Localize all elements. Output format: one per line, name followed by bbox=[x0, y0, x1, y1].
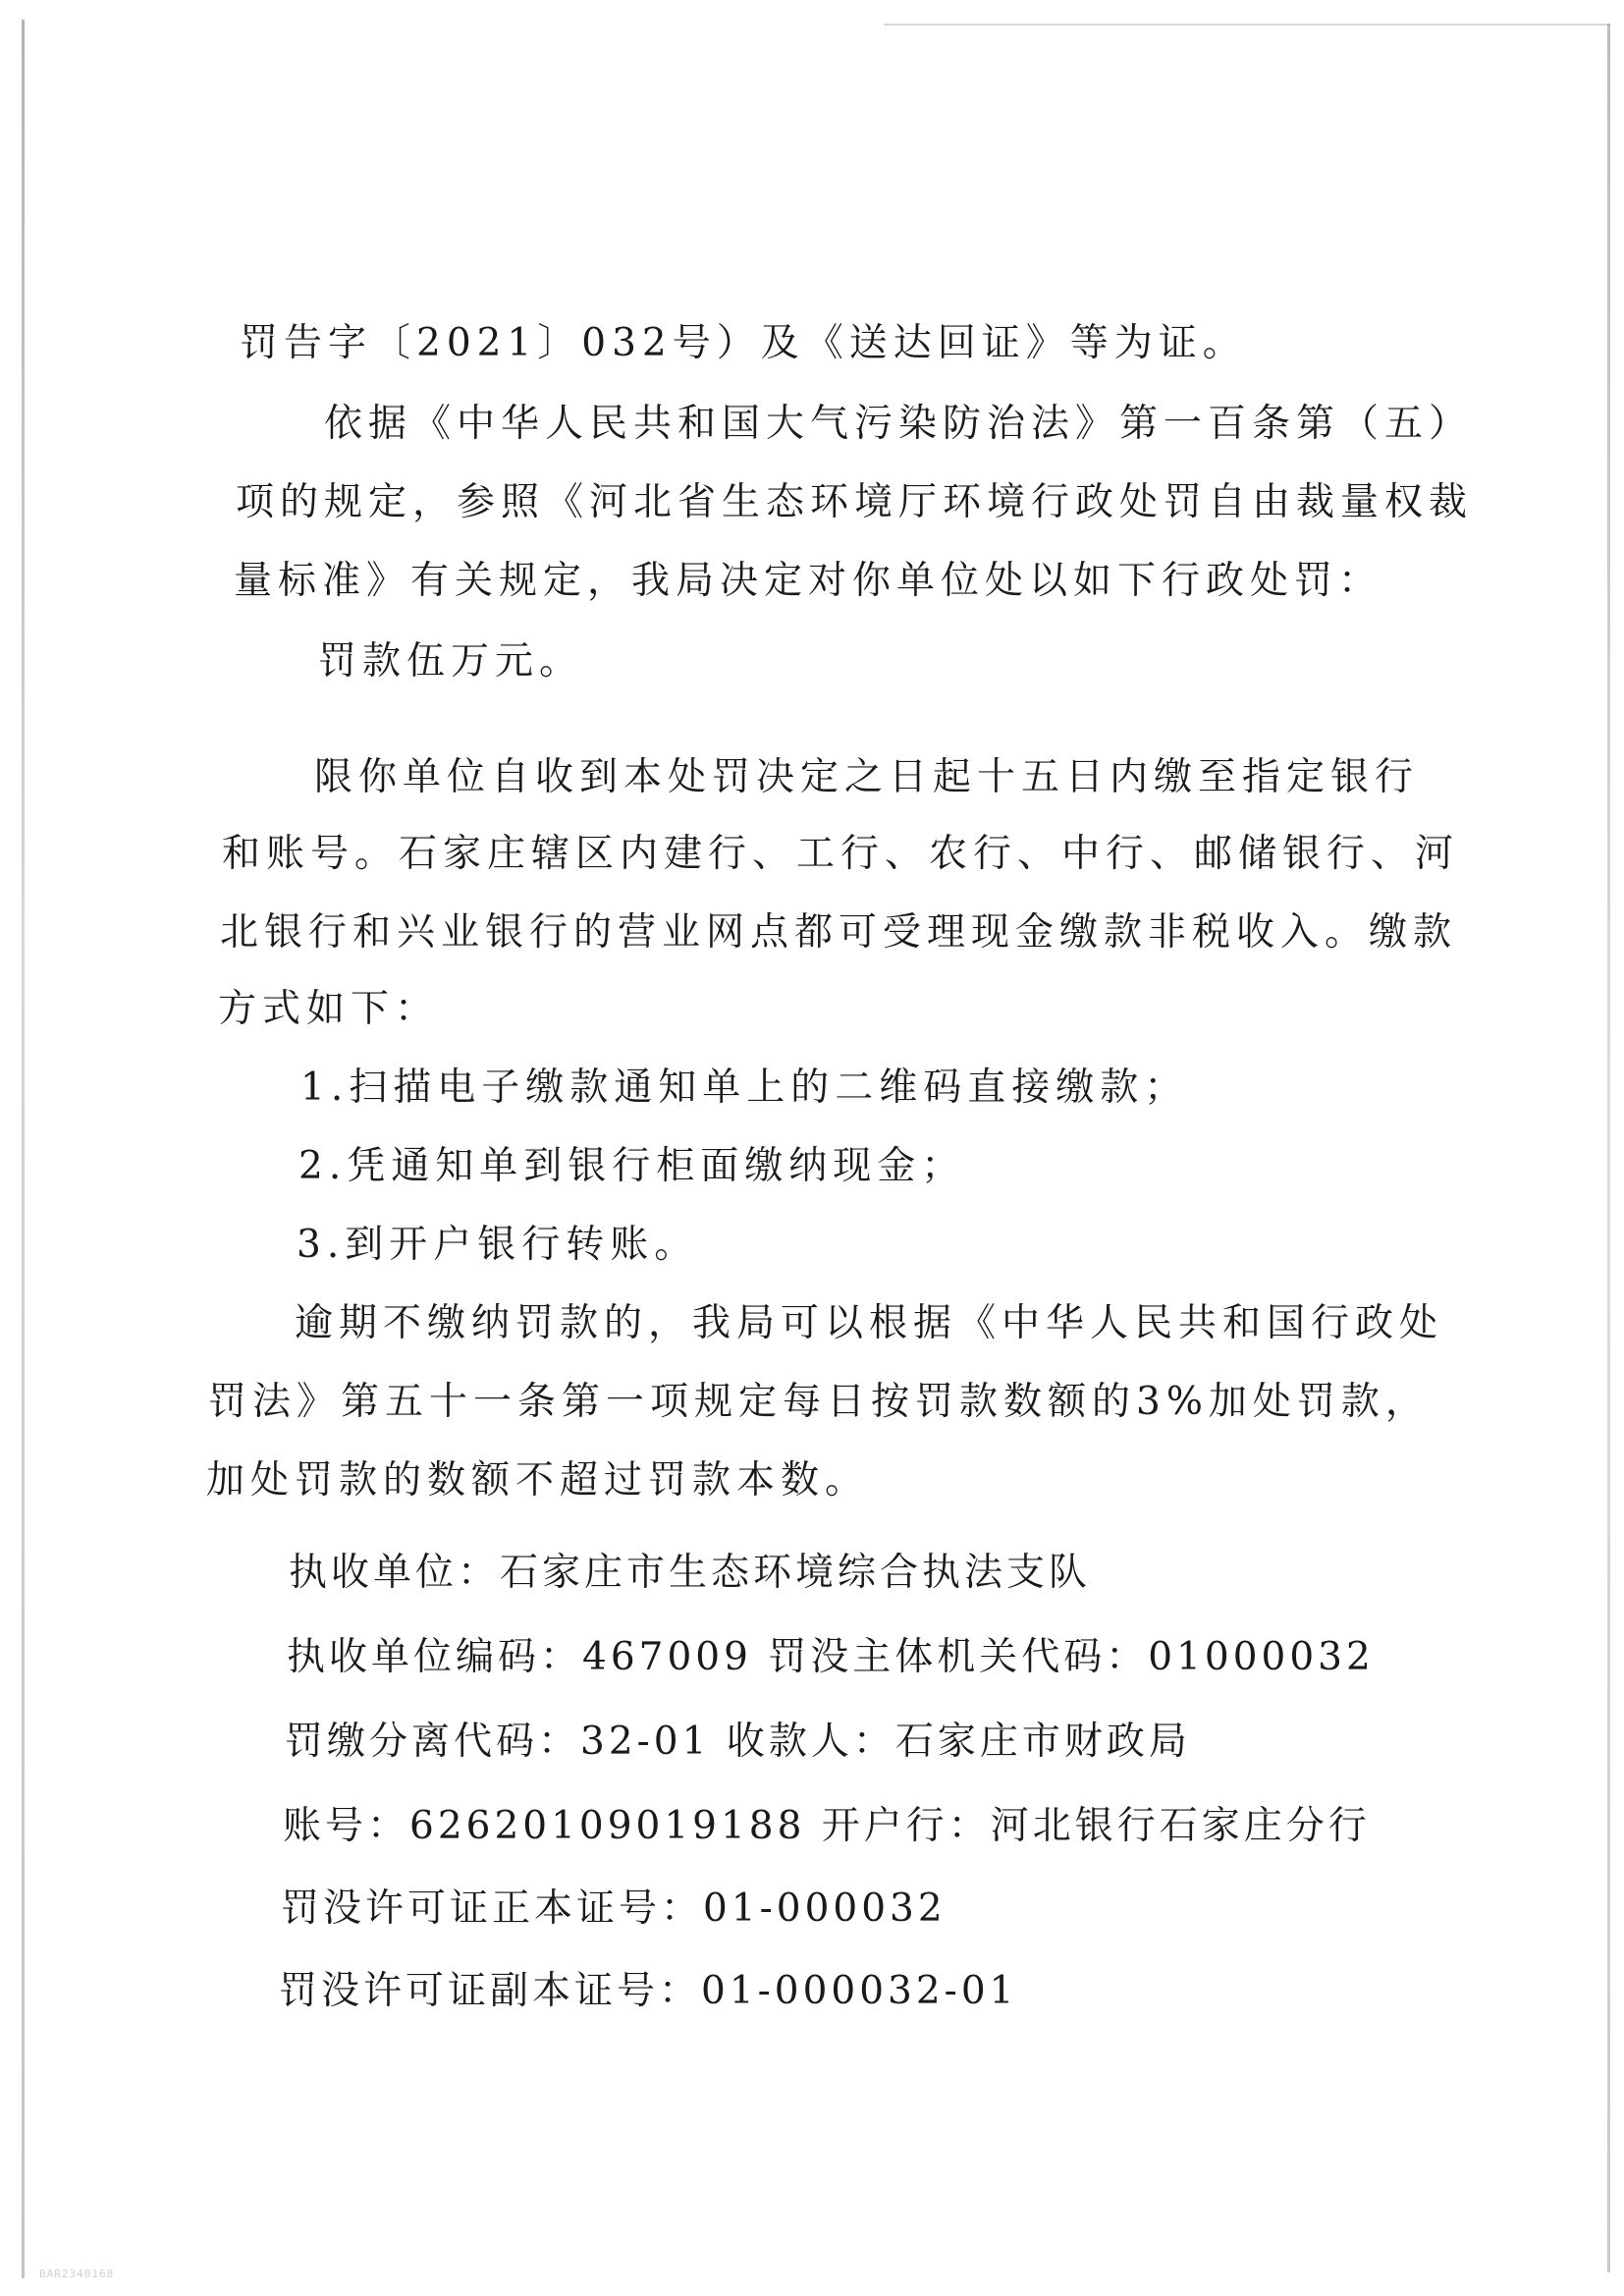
text-line-14: 罚法》第五十一条第一项规定每日按罚款数额的3%加处罚款， bbox=[208, 1380, 1430, 1424]
text-line-10: 1.扫描电子缴款通知单上的二维码直接缴款； bbox=[300, 1066, 1189, 1110]
scan-footer-code: BAR2340168 bbox=[39, 2268, 115, 2280]
text-line-16: 执收单位：石家庄市生态环境综合执法支队 bbox=[289, 1551, 1092, 1595]
scan-edge-left bbox=[22, 20, 25, 2278]
text-line-12: 3.到开户银行转账。 bbox=[297, 1223, 699, 1267]
scan-edge-top bbox=[884, 24, 1610, 26]
text-line-5: 罚款伍万元。 bbox=[318, 639, 584, 683]
text-line-19: 账号：62620109019188 开户行：河北银行石家庄分行 bbox=[283, 1804, 1371, 1848]
text-line-17: 执收单位编码：467009 罚没主体机关代码：01000032 bbox=[287, 1635, 1375, 1679]
text-line-21: 罚没许可证副本证号：01-000032-01 bbox=[279, 1969, 1018, 2013]
text-line-3: 项的规定，参照《河北省生态环境厅环境行政处罚自由裁量权裁 bbox=[236, 480, 1474, 524]
text-line-13: 逾期不缴纳罚款的，我局可以根据《中华人民共和国行政处 bbox=[295, 1301, 1444, 1345]
text-line-8: 北银行和兴业银行的营业网点都可受理现金缴款非税收入。缴款 bbox=[220, 910, 1458, 955]
text-line-4: 量标准》有关规定，我局决定对你单位处以如下行政处罚： bbox=[234, 559, 1383, 603]
text-line-15: 加处罚款的数额不超过罚款本数。 bbox=[206, 1458, 870, 1503]
text-line-1: 罚告字〔2021〕032号）及《送达回证》等为证。 bbox=[240, 321, 1247, 365]
text-line-2: 依据《中华人民共和国大气污染防治法》第一百条第（五） bbox=[324, 402, 1474, 446]
text-line-6: 限你单位自收到本处罚决定之日起十五日内缴至指定银行 bbox=[314, 755, 1420, 799]
text-line-7: 和账号。石家庄辖区内建行、工行、农行、中行、邮储银行、河 bbox=[222, 832, 1460, 876]
text-line-9: 方式如下： bbox=[218, 987, 440, 1031]
scan-edge-right bbox=[1607, 24, 1610, 2272]
text-line-20: 罚没许可证正本证号：01-000032 bbox=[281, 1886, 947, 1931]
text-line-18: 罚缴分离代码：32-01 收款人：石家庄市财政局 bbox=[285, 1720, 1191, 1764]
text-line-11: 2.凭通知单到银行柜面缴纳现金； bbox=[298, 1144, 966, 1188]
